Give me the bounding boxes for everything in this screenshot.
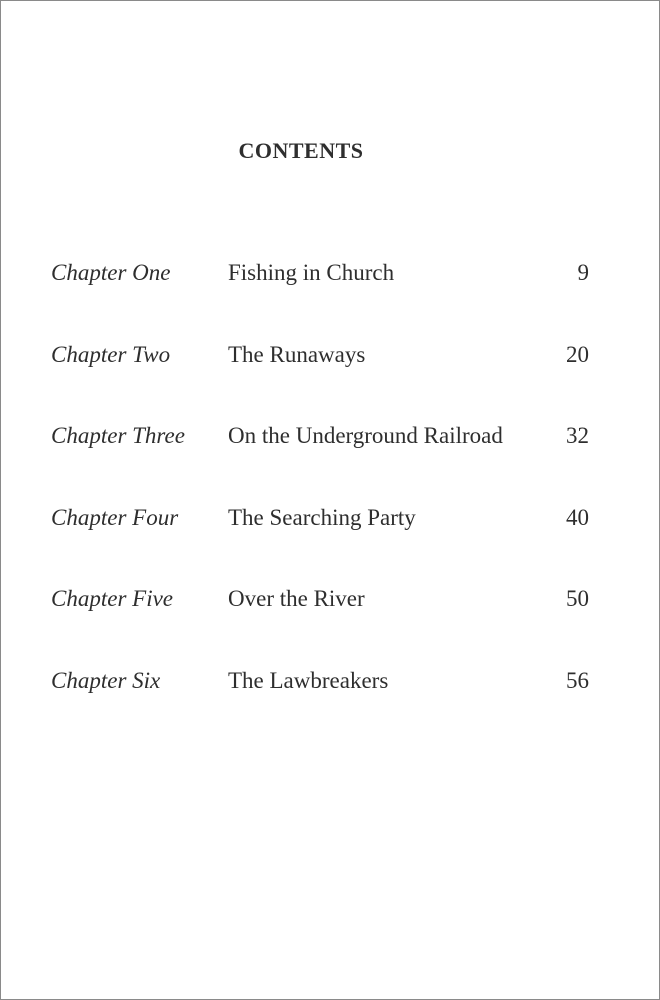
chapter-number: Chapter Five bbox=[51, 586, 173, 611]
chapter-title: Fishing in Church bbox=[228, 260, 395, 285]
page-number: 9 bbox=[577, 260, 589, 285]
page-number: 32 bbox=[566, 423, 589, 448]
chapter-number: Chapter Four bbox=[51, 505, 179, 530]
page-number: 40 bbox=[566, 505, 589, 530]
chapter-number: Chapter Two bbox=[51, 342, 171, 367]
chapter-number: Chapter One bbox=[51, 260, 171, 285]
chapter-number: Chapter Six bbox=[51, 668, 161, 693]
page-number: 56 bbox=[566, 668, 589, 693]
contents-title: CONTENTS bbox=[238, 138, 364, 163]
chapter-number: Chapter Three bbox=[51, 423, 185, 448]
chapter-title: Over the River bbox=[228, 586, 365, 611]
toc-entry bbox=[1, 260, 659, 290]
chapter-title: The Runaways bbox=[228, 342, 366, 367]
toc-entry bbox=[1, 505, 659, 535]
page-number: 50 bbox=[566, 586, 589, 611]
chapter-title: The Lawbreakers bbox=[228, 668, 389, 693]
chapter-title: The Searching Party bbox=[228, 505, 416, 530]
page-number: 20 bbox=[566, 342, 589, 367]
toc-entry bbox=[1, 423, 659, 453]
toc-entry bbox=[1, 586, 659, 616]
toc-entry bbox=[1, 342, 659, 372]
toc-entry bbox=[1, 668, 659, 698]
chapter-title: On the Underground Railroad bbox=[228, 423, 503, 448]
